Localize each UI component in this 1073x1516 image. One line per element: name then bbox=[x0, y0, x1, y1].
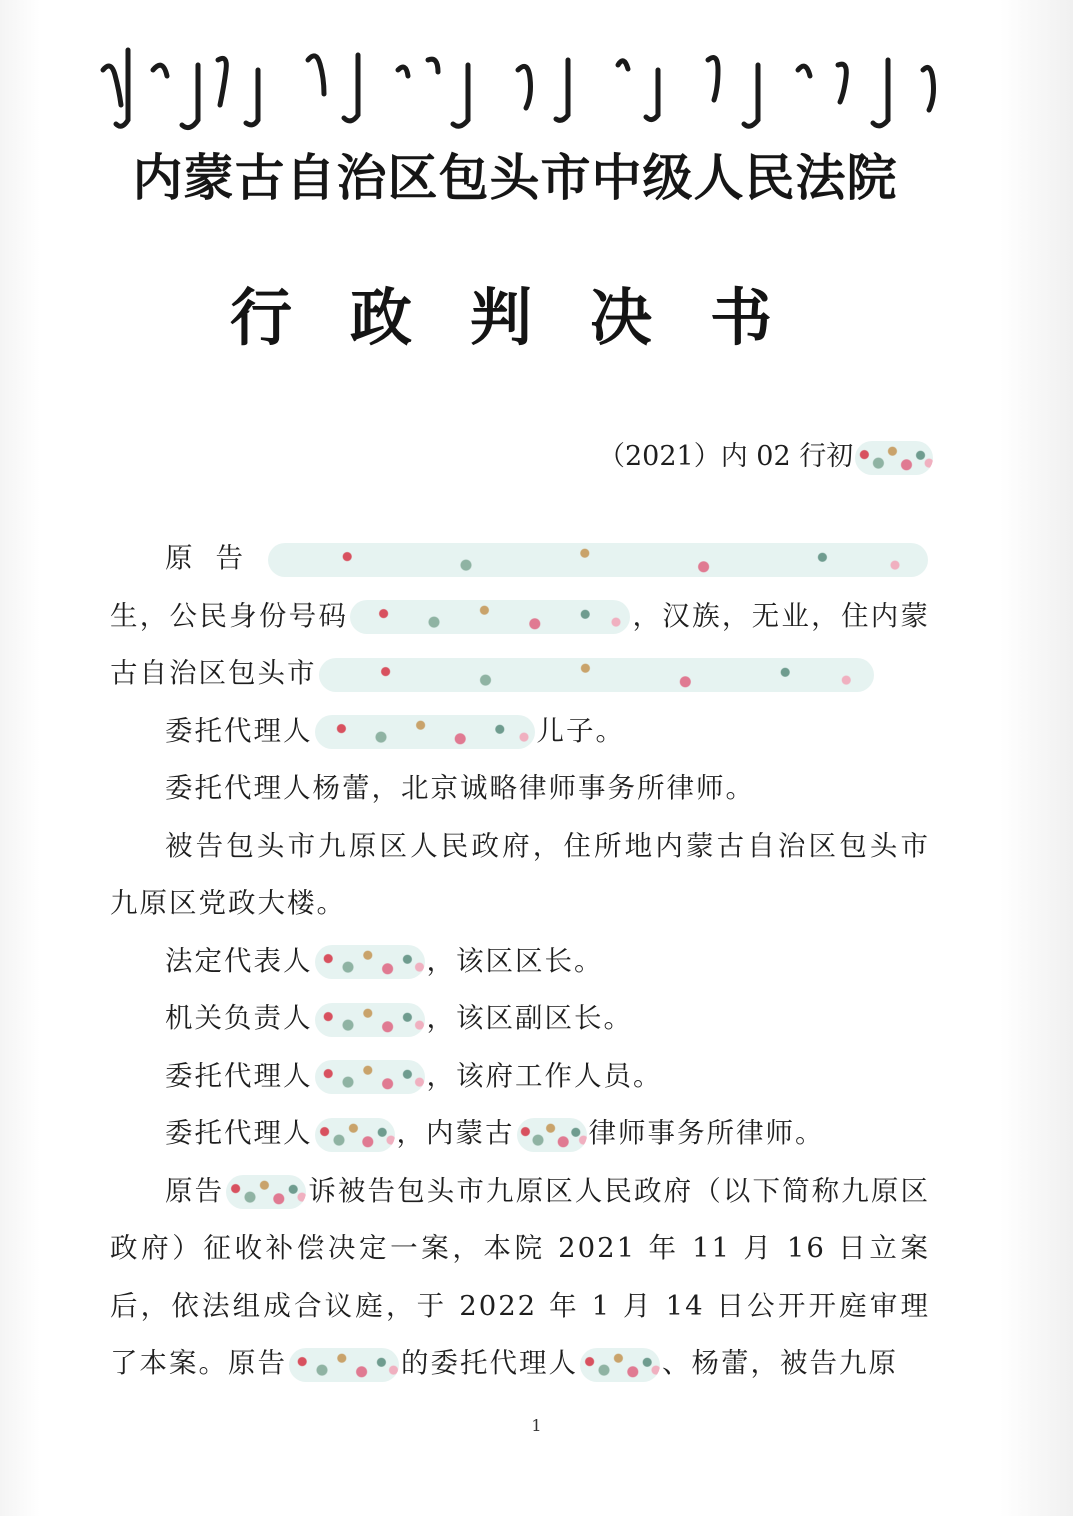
redaction-mark bbox=[315, 945, 425, 979]
mongolian-script-seal bbox=[98, 40, 938, 140]
redaction-mark bbox=[517, 1118, 587, 1152]
page-number: 1 bbox=[531, 1416, 542, 1435]
paragraph-case-summary: 原告 诉被告包头市九原区人民政府（以下简称九原区政府）征收补偿决定一案，本院 2021 年 11 月 16 日立案后，依法组成合议庭，于 2022 年 1 月 14 日公开开庭审理了本案。原告 的委托代理人 、杨蕾，被告九原 bbox=[110, 1163, 930, 1393]
redaction-mark bbox=[315, 1118, 395, 1152]
paragraph-legal-representative: 法定代表人 ，该区区长。 bbox=[110, 933, 930, 991]
redaction-mark bbox=[315, 715, 535, 749]
redaction-mark bbox=[289, 1348, 399, 1382]
paragraph-agent-staff: 委托代理人 ，该府工作人员。 bbox=[110, 1048, 930, 1106]
paragraph-responsible-person: 机关负责人 ，该区副区长。 bbox=[110, 990, 930, 1048]
redaction-mark bbox=[315, 1003, 425, 1037]
redaction-mark bbox=[268, 543, 928, 577]
redaction-mark bbox=[350, 600, 630, 634]
court-name-heading: 内蒙古自治区包头市中级人民法院 bbox=[132, 149, 898, 207]
case-number-text: （2021）内 02 行初 bbox=[598, 441, 854, 472]
redaction-mark bbox=[319, 658, 874, 692]
redaction-mark bbox=[855, 441, 933, 475]
paragraph-plaintiff: 原告生，公民身份号码 ，汉族，无业，住内蒙古自治区包头市 bbox=[110, 530, 930, 703]
document-type-heading: 行政判决书 bbox=[230, 281, 831, 354]
judgment-body bbox=[110, 530, 930, 1393]
paragraph-defendant: 被告包头市九原区人民政府，住所地内蒙古自治区包头市九原区党政大楼。 bbox=[110, 829, 930, 919]
case-number bbox=[598, 434, 935, 475]
redaction-mark bbox=[580, 1348, 660, 1382]
paragraph-agent-firm: 委托代理人 ，内蒙古 律师事务所律师。 bbox=[110, 1105, 930, 1163]
redaction-mark bbox=[226, 1175, 306, 1209]
redaction-mark bbox=[315, 1060, 425, 1094]
paragraph-agent-son: 委托代理人 儿子。 bbox=[110, 703, 930, 761]
paragraph-agent-lawyer: 委托代理人杨蕾，北京诚略律师事务所律师。 bbox=[165, 772, 755, 804]
